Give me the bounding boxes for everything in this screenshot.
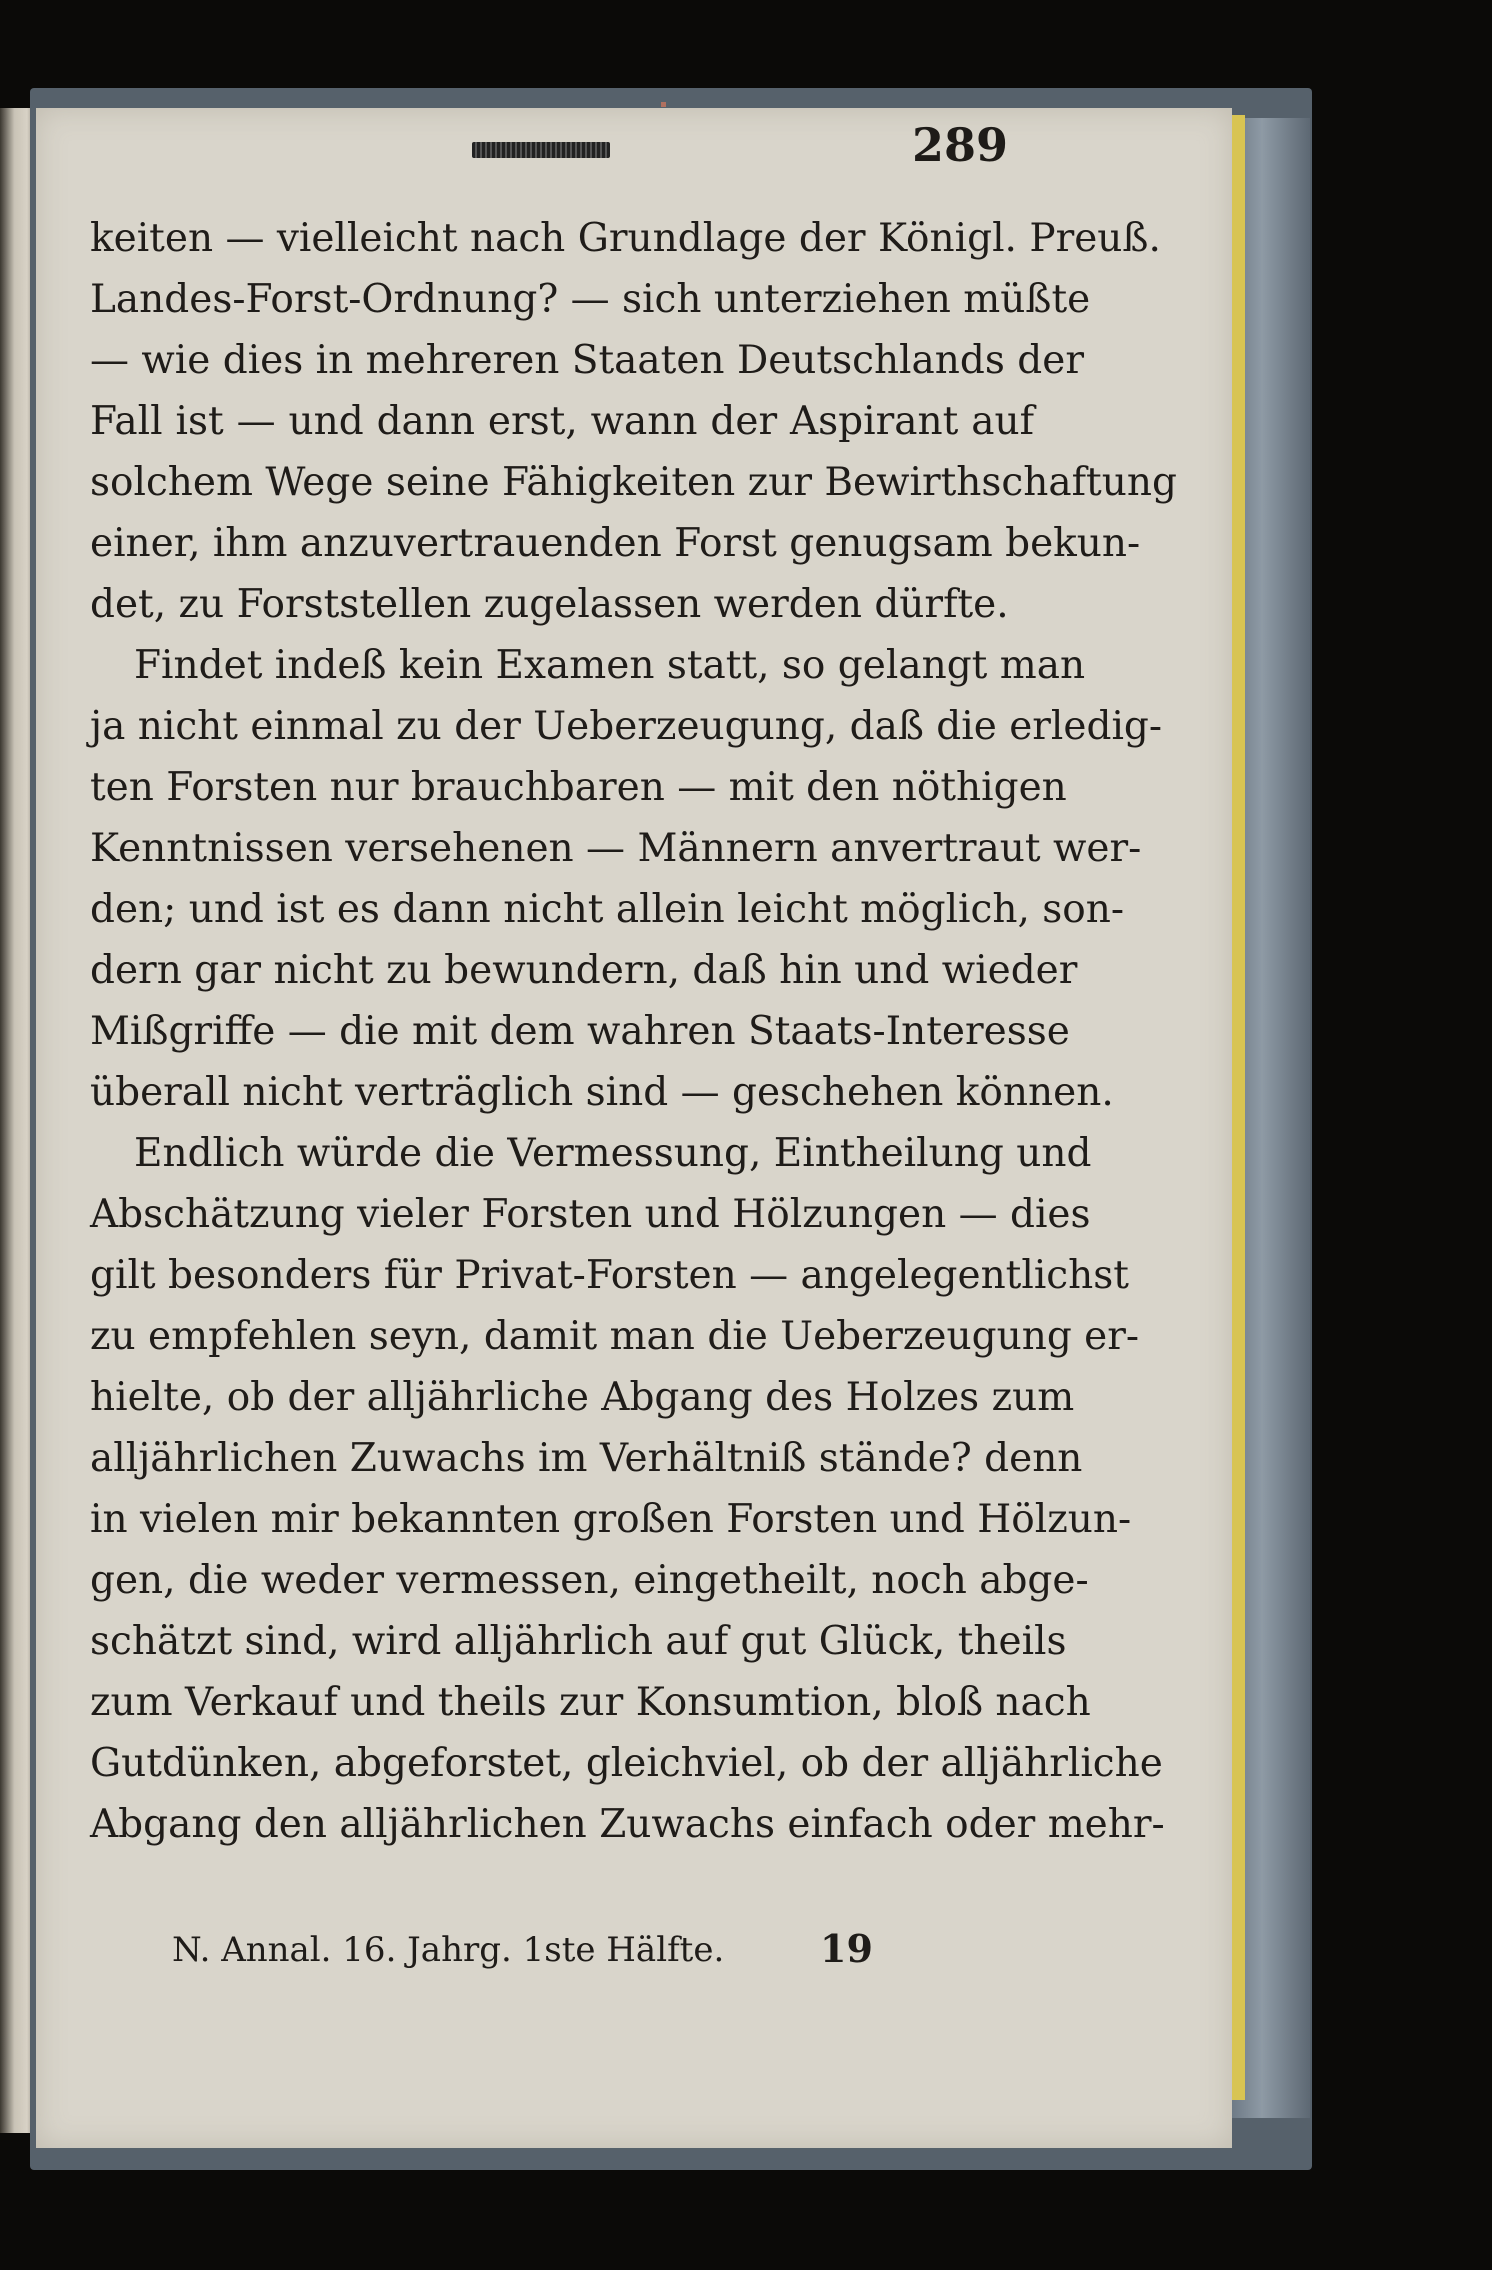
text-line: keiten — vielleicht nach Grundlage der Königl. Preuß. — [90, 216, 1161, 261]
text-line: ja nicht einmal zu der Ueberzeugung, daß die erledig- — [90, 704, 1163, 749]
text-line: Kenntnissen versehenen — Männern anvertraut wer- — [90, 826, 1142, 871]
text-line: schätzt sind, wird alljährlich auf gut Glück, theils — [90, 1619, 1067, 1664]
text-line: Fall ist — und dann erst, wann der Aspirant auf — [90, 399, 1034, 444]
text-line: zum Verkauf und theils zur Konsumtion, bloß nach — [90, 1680, 1091, 1725]
text-line: alljährlichen Zuwachs im Verhältniß stände? denn — [90, 1436, 1083, 1481]
printer-signature-line: N. Annal. 16. Jahrg. 1ste Hälfte. — [172, 1930, 725, 1970]
text-line: gen, die weder vermessen, eingetheilt, noch abge- — [90, 1558, 1089, 1603]
paragraph-start-line: Endlich würde die Vermessung, Eintheilung und — [134, 1131, 1092, 1176]
text-line: Landes-Forst-Ordnung? — sich unterziehen müßte — [90, 277, 1091, 322]
text-line: zu empfehlen seyn, damit man die Ueberzeugung er- — [90, 1314, 1140, 1359]
text-line: — wie dies in mehreren Staaten Deutschlands der — [90, 338, 1084, 383]
sheet-number: 19 — [820, 1926, 873, 1971]
text-line: gilt besonders für Privat-Forsten — angelegentlichst — [90, 1253, 1129, 1298]
text-line: Abschätzung vieler Forsten und Hölzungen — dies — [90, 1192, 1091, 1237]
ink-speck — [661, 102, 666, 107]
text-line: Abgang den alljährlichen Zuwachs einfach oder mehr- — [90, 1802, 1165, 1847]
page-gilt-edge — [1232, 115, 1245, 2100]
paragraph-start-line: Findet indeß kein Examen statt, so gelangt man — [134, 643, 1086, 688]
text-line: hielte, ob der alljährliche Abgang des Holzes zum — [90, 1375, 1075, 1420]
text-line: ten Forsten nur brauchbaren — mit den nöthigen — [90, 765, 1067, 810]
text-line: Mißgriffe — die mit dem wahren Staats-Interesse — [90, 1009, 1070, 1054]
text-line: in vielen mir bekannten großen Forsten und Hölzun- — [90, 1497, 1132, 1542]
text-line: det, zu Forststellen zugelassen werden dürfte. — [90, 582, 1009, 627]
text-line: überall nicht verträglich sind — geschehen können. — [90, 1070, 1114, 1115]
body-text — [90, 208, 1177, 1855]
text-line: dern gar nicht zu bewundern, daß hin und wieder — [90, 948, 1078, 993]
text-line: den; und ist es dann nicht allein leicht möglich, son- — [90, 887, 1125, 932]
header-ornament-rule — [472, 142, 610, 158]
text-line: Gutdünken, abgeforstet, gleichviel, ob der alljährliche — [90, 1741, 1163, 1786]
page-number: 289 — [912, 118, 1009, 172]
text-line: einer, ihm anzuvertrauenden Forst genugsam bekun- — [90, 521, 1141, 566]
text-line: solchem Wege seine Fähigkeiten zur Bewirthschaftung — [90, 460, 1177, 505]
